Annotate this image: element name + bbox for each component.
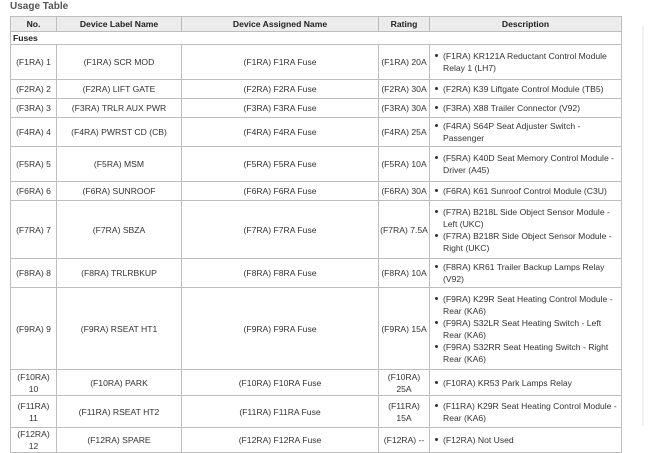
table-row: [11, 99, 622, 118]
device-assigned-cell: (F3RA) F3RA Fuse: [182, 99, 379, 118]
table-row: [11, 147, 622, 182]
rating-cell: (F11RA) 15A: [379, 396, 430, 428]
column-header-description: Description: [430, 17, 622, 32]
description-item: (F6RA) K61 Sunroof Control Module (C3U): [432, 185, 620, 197]
description-item: (F3RA) X88 Trailer Connector (V92): [432, 102, 620, 114]
description-list: [432, 152, 620, 176]
table-header-row: [11, 17, 622, 32]
device-assigned-cell: (F11RA) F11RA Fuse: [182, 396, 379, 428]
table-row: [11, 80, 622, 99]
column-header-device-assigned-name: Device Assigned Name: [182, 17, 379, 32]
table-body: [11, 32, 622, 453]
column-header-device-label-name: Device Label Name: [57, 17, 182, 32]
rating-cell: (F2RA) 30A: [379, 80, 430, 99]
description-list: [432, 261, 620, 285]
fuse-number-cell: (F9RA) 9: [11, 288, 57, 370]
description-list: [432, 434, 620, 446]
device-label-cell: (F1RA) SCR MOD: [57, 45, 182, 80]
group-row-fuses: [11, 32, 622, 45]
device-label-cell: (F5RA) MSM: [57, 147, 182, 182]
table-row: [11, 428, 622, 453]
description-list: [432, 293, 620, 365]
device-assigned-cell: (F5RA) F5RA Fuse: [182, 147, 379, 182]
fuse-number-cell: (F6RA) 6: [11, 182, 57, 201]
device-assigned-cell: (F6RA) F6RA Fuse: [182, 182, 379, 201]
description-cell: [430, 201, 622, 259]
rating-cell: (F4RA) 25A: [379, 118, 430, 147]
fuse-number-cell: (F5RA) 5: [11, 147, 57, 182]
rating-cell: (F7RA) 7.5A: [379, 201, 430, 259]
device-label-cell: (F10RA) PARK: [57, 370, 182, 396]
description-cell: [430, 147, 622, 182]
device-assigned-cell: (F1RA) F1RA Fuse: [182, 45, 379, 80]
device-assigned-cell: (F9RA) F9RA Fuse: [182, 288, 379, 370]
device-label-cell: (F7RA) SBZA: [57, 201, 182, 259]
device-label-cell: (F8RA) TRLRBKUP: [57, 259, 182, 288]
device-label-cell: (F4RA) PWRST CD (CB): [57, 118, 182, 147]
description-list: [432, 400, 620, 424]
device-label-cell: (F3RA) TRLR AUX PWR: [57, 99, 182, 118]
device-assigned-cell: (F10RA) F10RA Fuse: [182, 370, 379, 396]
description-list: [432, 50, 620, 74]
fuse-number-cell: (F2RA) 2: [11, 80, 57, 99]
description-list: [432, 102, 620, 114]
fuse-number-cell: (F1RA) 1: [11, 45, 57, 80]
description-item: (F2RA) K39 Liftgate Control Module (TB5): [432, 83, 620, 95]
description-cell: [430, 370, 622, 396]
description-cell: [430, 259, 622, 288]
device-label-cell: (F11RA) RSEAT HT2: [57, 396, 182, 428]
column-header-rating: Rating: [379, 17, 430, 32]
description-cell: [430, 396, 622, 428]
description-item: (F9RA) K29R Seat Heating Control Module - Rear (KA6): [432, 293, 620, 317]
description-item: (F9RA) S32LR Seat Heating Switch - Left Rear (KA6): [432, 317, 620, 341]
rating-cell: (F8RA) 10A: [379, 259, 430, 288]
fuse-number-cell: (F8RA) 8: [11, 259, 57, 288]
description-item: (F11RA) K29R Seat Heating Control Module - Rear (KA6): [432, 400, 620, 424]
fuse-number-cell: (F12RA) 12: [11, 428, 57, 453]
fuse-number-cell: (F10RA) 10: [11, 370, 57, 396]
description-cell: [430, 99, 622, 118]
description-item: (F8RA) KR61 Trailer Backup Lamps Relay (V92): [432, 261, 620, 285]
description-item: (F7RA) B218R Side Object Sensor Module - Right (UKC): [432, 230, 620, 254]
description-cell: [430, 45, 622, 80]
description-list: [432, 185, 620, 197]
table-row: [11, 370, 622, 396]
description-cell: [430, 428, 622, 453]
fuse-number-cell: (F11RA) 11: [11, 396, 57, 428]
table-row: [11, 288, 622, 370]
rating-cell: (F1RA) 20A: [379, 45, 430, 80]
description-cell: [430, 118, 622, 147]
table-row: [11, 182, 622, 201]
description-cell: [430, 80, 622, 99]
fuse-number-cell: (F4RA) 4: [11, 118, 57, 147]
device-assigned-cell: (F4RA) F4RA Fuse: [182, 118, 379, 147]
device-assigned-cell: (F2RA) F2RA Fuse: [182, 80, 379, 99]
description-cell: [430, 288, 622, 370]
device-label-cell: (F6RA) SUNROOF: [57, 182, 182, 201]
column-header-no: No.: [11, 17, 57, 32]
description-list: [432, 206, 620, 254]
description-list: [432, 120, 620, 144]
table-row: [11, 45, 622, 80]
description-list: [432, 83, 620, 95]
group-label: Fuses: [11, 32, 622, 45]
rating-cell: (F6RA) 30A: [379, 182, 430, 201]
description-item: (F5RA) K40D Seat Memory Control Module - Driver (A45): [432, 152, 620, 176]
device-label-cell: (F2RA) LIFT GATE: [57, 80, 182, 99]
rating-cell: (F10RA) 25A: [379, 370, 430, 396]
page-scroll-track: [642, 26, 644, 426]
description-item: (F10RA) KR53 Park Lamps Relay: [432, 377, 620, 389]
rating-cell: (F9RA) 15A: [379, 288, 430, 370]
table-row: [11, 201, 622, 259]
description-item: (F7RA) B218L Side Object Sensor Module - Left (UKC): [432, 206, 620, 230]
usage-table: [10, 16, 622, 453]
description-item: (F9RA) S32RR Seat Heating Switch - Right Rear (KA6): [432, 341, 620, 365]
device-label-cell: (F12RA) SPARE: [57, 428, 182, 453]
device-assigned-cell: (F8RA) F8RA Fuse: [182, 259, 379, 288]
fuse-number-cell: (F3RA) 3: [11, 99, 57, 118]
usage-table-container: [10, 16, 621, 453]
description-item: (F4RA) S64P Seat Adjuster Switch - Passenger: [432, 120, 620, 144]
description-cell: [430, 182, 622, 201]
table-row: [11, 396, 622, 428]
description-item: (F1RA) KR121A Reductant Control Module Relay 1 (LH7): [432, 50, 620, 74]
table-caption: Usage Table: [10, 1, 69, 12]
device-assigned-cell: (F12RA) F12RA Fuse: [182, 428, 379, 453]
rating-cell: (F5RA) 10A: [379, 147, 430, 182]
table-row: [11, 259, 622, 288]
rating-cell: (F12RA) --: [379, 428, 430, 453]
rating-cell: (F3RA) 30A: [379, 99, 430, 118]
description-item: (F12RA) Not Used: [432, 434, 620, 446]
table-row: [11, 118, 622, 147]
device-label-cell: (F9RA) RSEAT HT1: [57, 288, 182, 370]
description-list: [432, 377, 620, 389]
fuse-number-cell: (F7RA) 7: [11, 201, 57, 259]
device-assigned-cell: (F7RA) F7RA Fuse: [182, 201, 379, 259]
